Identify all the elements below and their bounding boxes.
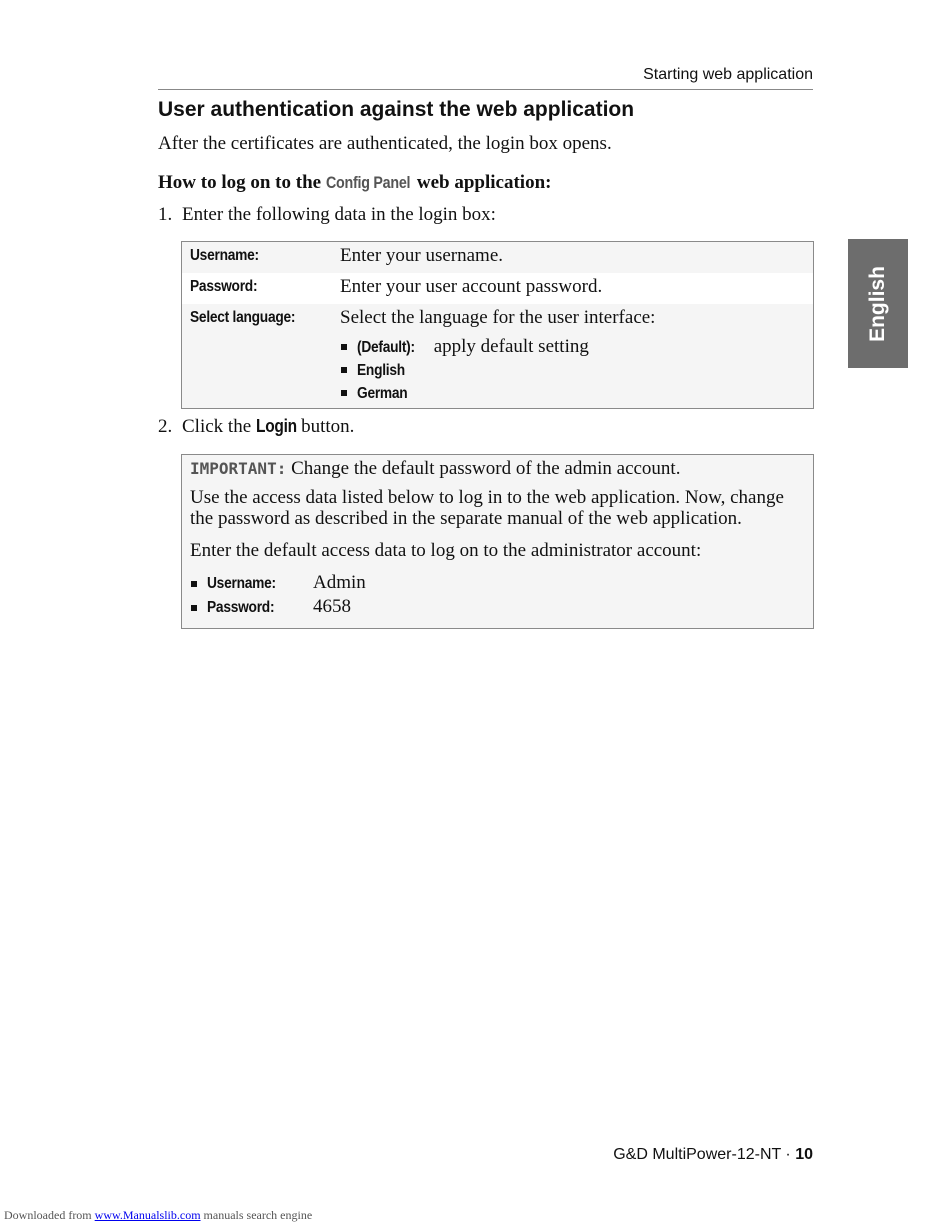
password-value: Enter your user account password.: [340, 276, 603, 297]
howto-suffix: web application:: [412, 172, 552, 193]
running-header-title: Starting web application: [643, 66, 813, 83]
step-prefix: Click the: [182, 416, 256, 437]
step-suffix: button.: [296, 416, 355, 437]
step-number: 2.: [158, 416, 173, 437]
download-suffix: manuals search engine: [200, 1208, 313, 1222]
table-row: [182, 242, 813, 273]
table-row: [182, 273, 813, 304]
step-text: Enter the following data in the login box:: [182, 204, 496, 225]
important-para-2: Enter the default access data to log on to the administrator account:: [190, 540, 702, 561]
footer-product: G&D MultiPower-12-NT ·: [613, 1146, 796, 1163]
download-note: [4, 1208, 312, 1223]
credentials-list: [190, 571, 366, 619]
language-value: Select the language for the user interface:: [340, 307, 656, 328]
intro-text: After the certificates are authenticated, the login box opens.: [158, 133, 612, 154]
username-key: Username:: [190, 247, 259, 264]
step-number: 1.: [158, 204, 173, 225]
download-prefix: Downloaded from: [4, 1208, 95, 1222]
page-footer: [613, 1146, 813, 1164]
credential-key: Username:: [207, 575, 276, 592]
option-desc: apply default setting: [433, 336, 589, 357]
manualslib-link[interactable]: www.Manualslib.com: [94, 1208, 201, 1222]
login-button-name: Login: [255, 416, 297, 436]
option-label: English: [357, 362, 405, 379]
language-tab-label: English: [866, 265, 889, 342]
important-para-1: Use the access data listed below to log in to the web application. Now, change the password as described in the separate manual of the web application.: [190, 487, 784, 529]
credential-value: Admin: [313, 572, 366, 593]
app-name: Config Panel: [325, 173, 411, 192]
credential-value: 4658: [313, 596, 351, 617]
important-headline-text: Change the default password of the admin account.: [286, 458, 681, 479]
step-2: [158, 416, 354, 438]
language-options-list: [340, 335, 589, 404]
important-notice-box: [181, 454, 814, 629]
important-headline: [190, 458, 810, 479]
running-header: [158, 64, 813, 90]
step-1: [158, 204, 496, 226]
list-item: [190, 595, 351, 619]
list-item: [190, 571, 366, 595]
login-data-table: [181, 241, 814, 409]
page-number: 10: [795, 1146, 813, 1163]
username-value: Enter your username.: [340, 245, 504, 266]
list-item: [340, 358, 589, 381]
language-key: Select language:: [190, 309, 296, 326]
section-title: User authentication against the web application: [158, 98, 635, 121]
table-row: [182, 304, 813, 408]
howto-prefix: How to log on to the: [158, 172, 326, 193]
option-label: (Default):: [357, 339, 415, 356]
password-key: Password:: [190, 278, 258, 295]
list-item: [340, 381, 589, 404]
list-item: [340, 335, 589, 358]
howto-heading: [158, 172, 551, 194]
language-tab: [848, 239, 908, 368]
option-label: German: [357, 385, 408, 402]
important-label: IMPORTANT:: [190, 459, 287, 478]
credential-key: Password:: [207, 599, 275, 616]
